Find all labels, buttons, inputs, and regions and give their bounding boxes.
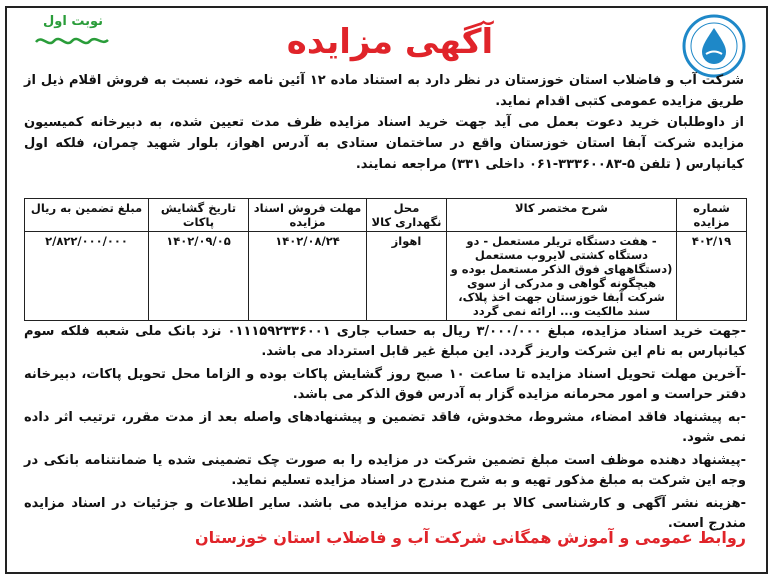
note-invalid-bids: -به پیشنهاد فاقد امضاء، مشروط، مخدوش، فاقد تضمین و پیشنهادهای واصله بعد از مدت مقرر، ترتیب اثر داده نمی شود. xyxy=(24,410,746,445)
header-sale-deadline: مهلت فروش اسناد مزایده xyxy=(249,199,367,232)
table-row xyxy=(25,232,747,321)
first-publication-badge: نوبت اول xyxy=(42,14,104,29)
note-costs: -هزینه نشر آگهی و کارشناسی کالا بر عهده برنده مزایده می باشد. سایر اطلاعات و جزئیات در اسناد مزایده مندرج است. xyxy=(24,496,746,531)
cell-auction-number: ۴۰۲/۱۹ xyxy=(677,232,747,321)
header-location: محل نگهداری کالا xyxy=(367,199,447,232)
note-guarantee: -پیشنهاد دهنده موظف است مبلغ تضمین شرکت در مزایده را به صورت چک تضمینی شده یا ضمانتنامه بانکی در وجه این شرکت به مبلغ مذکور تهیه و به شرح مندرج در اسناد مزایده تسلیم نماید. xyxy=(24,453,746,488)
cell-location: اهواز xyxy=(367,232,447,321)
header-guarantee: مبلغ تضمین به ریال xyxy=(25,199,149,232)
cell-sale-deadline: ۱۴۰۲/۰۸/۲۴ xyxy=(249,232,367,321)
note-payment: -جهت خرید اسناد مزایده، مبلغ ۳/۰۰۰/۰۰۰ ریال به حساب جاری ۰۱۱۱۵۹۲۳۳۶۰۰۱ نزد بانک ملی شعبه فلکه سوم کیانپارس به نام این شرکت واریز گردد. این مبلغ غیر قابل استرداد می باشد. xyxy=(24,324,747,359)
intro-paragraph: شرکت آب و فاضلاب استان خوزستان در نظر دارد به استناد ماده ۱۲ آئین نامه خود، نسبت به فروش اقلام ذیل از طریق مزایده عمومی کتبی اقدام نماید. xyxy=(24,73,744,109)
cell-description: - هفت دستگاه تریلر مستعمل - دو دستگاه کشتی لایروب مستعمل (دستگاههای فوق الذکر مستعمل بوده و هیچگونه گواهی و مدرکی از سوی شرکت آبفا خوزستان جهت اخذ پلاک، سند مالکیت و... ارائه نمی گردد xyxy=(447,232,677,321)
notice-title: آگهی مزایده xyxy=(286,22,494,62)
invitation-paragraph: از داوطلبان خرید دعوت بعمل می آید جهت خرید اسناد مزایده ظرف مدت تعیین شده، به دبیرخانه کمیسیون مزایده شرکت آبفا استان خوزستان واقع در ساختمان ستادی به آدرس اهواز، بلوار شهید چمران، فلکه اول کیانپارس ( تلفن ۵-۳۳۳۶۰۰۸۳-۰۶۱ داخلی ۳۳۱) مراجعه نمایند. xyxy=(24,115,744,172)
header-opening-date: تاریخ گشایش پاکات xyxy=(149,199,249,232)
notes-list xyxy=(24,322,746,537)
squiggle-decoration-icon xyxy=(34,32,110,50)
footer-signature: روابط عمومی و آموزش همگانی شرکت آب و فاضلاب استان خوزستان xyxy=(195,528,746,547)
table-header-row xyxy=(25,199,747,232)
cell-guarantee: ۲/۸۲۲/۰۰۰/۰۰۰ xyxy=(25,232,149,321)
header-auction-number: شماره مزایده xyxy=(677,199,747,232)
note-deadline: -آخرین مهلت تحویل اسناد مزایده تا ساعت ۱۰ صبح روز گشایش پاکات بوده و الزاما محل تحویل پاکات، دبیرخانه دفتر حراست و امور محرمانه مزایده گزار به آدرس فوق الذکر می باشد. xyxy=(24,367,746,402)
header-description: شرح مختصر کالا xyxy=(447,199,677,232)
auction-table xyxy=(24,198,747,321)
cell-opening-date: ۱۴۰۲/۰۹/۰۵ xyxy=(149,232,249,321)
